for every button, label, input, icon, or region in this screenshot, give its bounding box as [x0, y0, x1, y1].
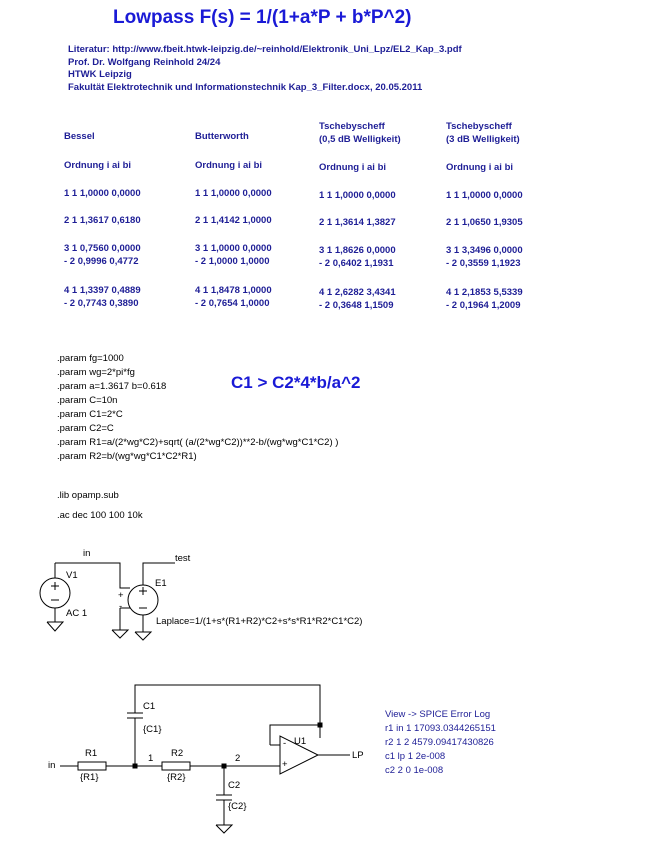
error-log-line: View -> SPICE Error Log: [385, 709, 491, 720]
e1-laplace-value: Laplace=1/(1+s*(R1+R2)*C2+s*s*R1*R2*C1*C2): [156, 616, 363, 627]
r2-name: R2: [171, 748, 184, 759]
v1-name: V1: [66, 570, 78, 581]
table-subheader: Ordnung i ai bi: [319, 162, 387, 173]
r2-resistor: [135, 762, 280, 770]
ac-directive: .ac dec 100 100 10k: [57, 510, 143, 521]
literature-line: Prof. Dr. Wolfgang Reinhold 24/24: [68, 56, 221, 68]
table-cell: 3 1 1,0000 0,0000 - 2 1,0000 1,0000: [195, 243, 272, 267]
ground-symbol: [112, 630, 128, 638]
table-cell: 3 1 1,8626 0,0000 - 2 0,6402 1,1931: [319, 245, 396, 269]
net-label-in: in: [48, 760, 56, 771]
c2-name: C2: [228, 780, 241, 791]
u1-name: U1: [294, 736, 307, 747]
r1-value: {R1}: [80, 772, 99, 783]
ground-symbol: [47, 622, 63, 631]
table-cell: 1 1 1,0000 0,0000: [319, 190, 396, 201]
table-cell: 4 1 1,8478 1,0000 - 2 0,7654 1,0000: [195, 285, 272, 309]
param-line: .param C=10n: [57, 395, 118, 406]
net-label-in: in: [83, 548, 91, 559]
param-line: .param wg=2*pi*fg: [57, 367, 135, 378]
table-cell: 4 1 2,6282 3,4341 - 2 0,3648 1,1509: [319, 287, 396, 311]
e1-minus-label: -: [119, 601, 123, 612]
table-subheader: Ordnung i ai bi: [195, 160, 263, 171]
table-cell: 4 1 1,3397 0,4889 - 2 0,7743 0,3890: [64, 285, 141, 309]
net-label-test: test: [175, 553, 191, 564]
table-header-butterworth: Butterworth: [195, 131, 249, 142]
opamp-feedback-junction: [318, 723, 322, 727]
table-cell: 2 1 1,3614 1,3827: [319, 217, 396, 228]
node-2-label: 2: [235, 753, 241, 764]
u1-plus-label: +: [282, 759, 288, 770]
param-line: .param a=1.3617 b=0.618: [57, 381, 167, 392]
error-log-line: c1 lp 1 2e-008: [385, 751, 446, 762]
ground-symbol: [216, 825, 232, 833]
literature-line: HTWK Leipzig: [68, 69, 132, 80]
literature-line: Literatur: http://www.fbeit.htwk-leipzig.de/~reinhold/Elektronik_Uni_Lpz/EL2_Kap_3.pdf: [68, 44, 462, 55]
table-header-tschebyscheff-3: Tschebyscheff (3 dB Welligkeit): [446, 121, 520, 145]
table-cell: 2 1 1,4142 1,0000: [195, 215, 272, 226]
table-subheader: Ordnung i ai bi: [446, 162, 514, 173]
c1-name: C1: [143, 701, 156, 712]
v1-value: AC 1: [66, 608, 88, 619]
table-cell: 3 1 0,7560 0,0000 - 2 0,9996 0,4772: [64, 243, 141, 267]
table-cell: 4 1 2,1853 5,5339 - 2 0,1964 1,2009: [446, 287, 523, 311]
table-cell: 1 1 1,0000 0,0000: [195, 188, 272, 199]
param-line: .param fg=1000: [57, 353, 124, 364]
net-label-lp: LP: [352, 750, 364, 761]
param-line: .param C2=C: [57, 423, 114, 434]
table-cell: 2 1 1,0650 1,9305: [446, 217, 523, 228]
ground-symbol: [135, 632, 151, 640]
table-cell: 1 1 1,0000 0,0000: [446, 190, 523, 201]
e1-plus-label: +: [118, 590, 124, 601]
table-cell: 1 1 1,0000 0,0000: [64, 188, 141, 199]
table-header-bessel: Bessel: [64, 131, 95, 142]
u1-minus-label: -: [283, 738, 287, 749]
table-subheader: Ordnung i ai bi: [64, 160, 132, 171]
c1-value: {C1}: [143, 724, 162, 735]
param-line: .param C1=2*C: [57, 409, 123, 420]
c2-value: {C2}: [228, 801, 247, 812]
node-1-label: 1: [148, 753, 154, 764]
r1-resistor: [78, 762, 135, 770]
e1-name: E1: [155, 578, 167, 589]
capacitor-condition: C1 > C2*4*b/a^2: [231, 373, 361, 392]
param-line: .param R2=b/(wg*wg*C1*C2*R1): [57, 451, 197, 462]
literature-line: Fakultät Elektrotechnik und Informationstechnik Kap_3_Filter.docx, 20.05.2011: [68, 81, 423, 93]
error-log-block: [385, 708, 496, 778]
error-log-line: r1 in 1 17093.0344265151: [385, 723, 496, 734]
page-title: Lowpass F(s) = 1/(1+a*P + b*P^2): [113, 7, 412, 28]
error-log-line: r2 1 2 4579.09417430826: [385, 737, 494, 748]
c2-capacitor: [216, 766, 232, 825]
param-line: .param R1=a/(2*wg*C2)+sqrt( (a/(2*wg*C2))**2-b/(wg*wg*C1*C2) ): [57, 437, 339, 448]
table-header-tschebyscheff-05: Tschebyscheff (0,5 dB Welligkeit): [319, 121, 401, 145]
r2-value: {R2}: [167, 772, 186, 783]
lib-directive: .lib opamp.sub: [57, 490, 119, 501]
r1-name: R1: [85, 748, 98, 759]
table-cell: 2 1 1,3617 0,6180: [64, 215, 141, 226]
table-cell: 3 1 3,3496 0,0000 - 2 0,3559 1,1923: [446, 245, 523, 269]
error-log-line: c2 2 0 1e-008: [385, 765, 444, 776]
